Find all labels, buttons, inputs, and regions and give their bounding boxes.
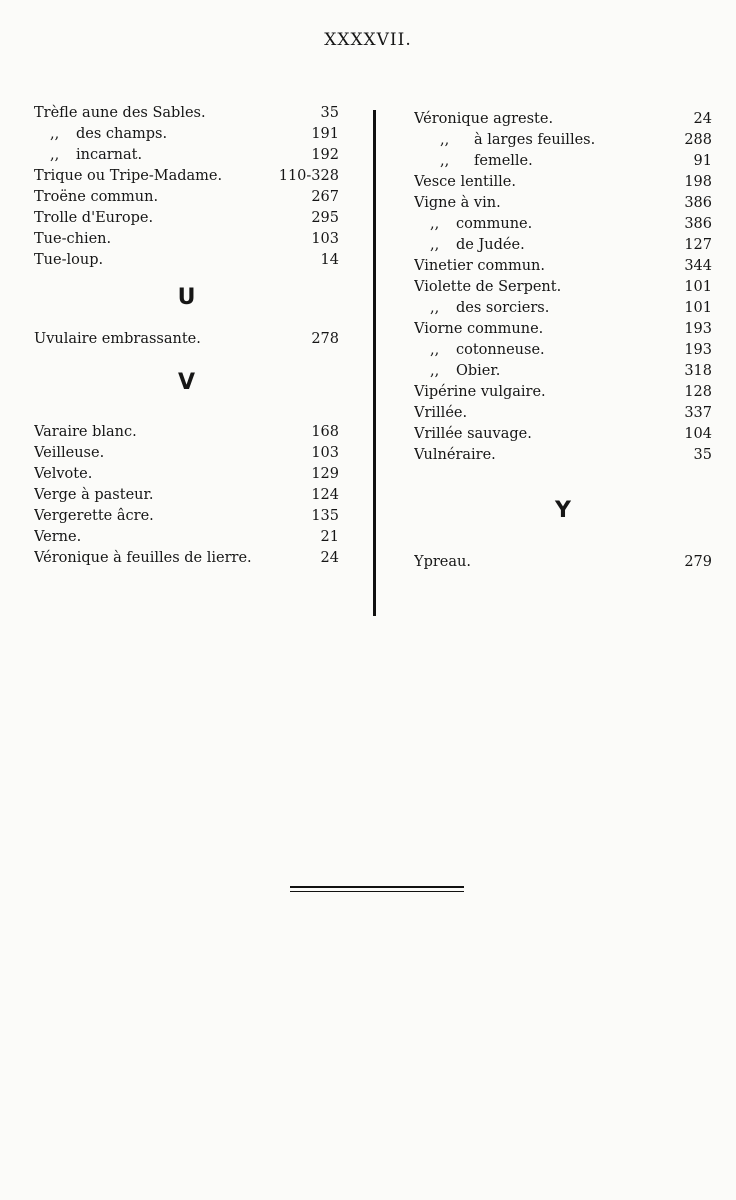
index-group-u: [34, 329, 339, 350]
entry-page-number: 129: [311, 466, 339, 482]
entry-page-number: 344: [684, 258, 712, 274]
index-entry: [34, 166, 339, 187]
entry-term: [34, 527, 81, 548]
index-entry: [34, 124, 339, 145]
index-entry: [414, 319, 712, 340]
entry-term-text: Vulnéraire.: [414, 447, 496, 463]
index-entry: [34, 145, 339, 166]
entry-term-text: Véronique agreste.: [414, 111, 554, 127]
entry-term-text: Verne.: [34, 529, 82, 545]
entry-term: [414, 277, 561, 298]
entry-page-number: 318: [684, 363, 712, 379]
ditto-mark: ,,: [50, 147, 60, 163]
entry-page-number: 288: [684, 132, 712, 148]
entry-term: [34, 166, 222, 187]
entry-page-number: 279: [684, 554, 712, 570]
index-entry: [414, 552, 712, 573]
entry-page-number: 35: [320, 105, 339, 121]
index-entry: [414, 277, 712, 298]
entry-term-text: commune.: [456, 216, 533, 232]
entry-term: [34, 124, 167, 145]
index-entry: [34, 103, 339, 124]
entry-term-text: Verge à pasteur.: [34, 487, 154, 503]
entry-term-text: Véronique à feuilles de lierre.: [34, 550, 252, 566]
entry-term-text: Vrillée sauvage.: [414, 426, 532, 442]
index-entry: [34, 422, 339, 443]
entry-term-text: Obier.: [456, 363, 501, 379]
entry-term: [34, 443, 104, 464]
index-entry: [414, 172, 712, 193]
page-number: XXXXVII.: [324, 30, 412, 50]
entry-term: [414, 130, 595, 151]
entry-term-text: Varaire blanc.: [34, 424, 137, 440]
index-entry: [34, 443, 339, 464]
entry-page-number: 386: [684, 216, 712, 232]
entry-term-text: Ypreau.: [414, 554, 471, 570]
entry-term-text: Trolle d'Europe.: [34, 210, 154, 226]
entry-term-text: incarnat.: [76, 147, 143, 163]
entry-term: [34, 485, 153, 506]
entry-term: [414, 256, 545, 277]
entry-term: [414, 109, 553, 130]
entry-term-text: Uvulaire embrassante.: [34, 331, 201, 347]
entry-page-number: 168: [311, 424, 339, 440]
entry-term-text: Vinetier commun.: [414, 258, 545, 274]
entry-term: [34, 548, 252, 569]
index-entry: [34, 187, 339, 208]
entry-term-text: cotonneuse.: [456, 342, 545, 358]
entry-term-text: Velvote.: [34, 466, 93, 482]
index-entry: [414, 445, 712, 466]
ditto-mark: ,,: [440, 132, 450, 148]
ditto-mark: ,,: [50, 126, 60, 142]
entry-term: [414, 151, 533, 172]
entry-term: [34, 187, 158, 208]
entry-page-number: 101: [684, 300, 712, 316]
index-entry: [414, 109, 712, 130]
entry-term-text: Trique ou Tripe-Madame.: [34, 168, 223, 184]
entry-term: [34, 422, 137, 443]
entry-page-number: 24: [693, 111, 712, 127]
index-group-y: [414, 552, 712, 573]
entry-term-text: femelle.: [474, 153, 533, 169]
entry-page-number: 193: [684, 321, 712, 337]
index-group-t: [34, 103, 339, 271]
entry-page-number: 101: [684, 279, 712, 295]
ditto-mark: ,,: [440, 153, 450, 169]
entry-page-number: 295: [311, 210, 339, 226]
entry-term: [414, 445, 496, 466]
index-entry: [34, 329, 339, 350]
ditto-mark: ,,: [430, 237, 440, 253]
entry-page-number: 192: [311, 147, 339, 163]
entry-term-text: Tue-chien.: [34, 231, 112, 247]
section-letter-u: U: [177, 285, 196, 310]
entry-term-text: Vesce lentille.: [414, 174, 516, 190]
entry-page-number: 104: [684, 426, 712, 442]
entry-term: [414, 235, 525, 256]
entry-page-number: 198: [684, 174, 712, 190]
entry-page-number: 193: [684, 342, 712, 358]
entry-term: [34, 208, 153, 229]
index-entry: [34, 527, 339, 548]
index-group-v-continued: [414, 109, 712, 466]
index-column-right: [414, 109, 712, 573]
entry-term: [34, 329, 201, 350]
entry-term: [414, 552, 471, 573]
entry-page-number: 103: [311, 445, 339, 461]
entry-term: [34, 229, 111, 250]
index-entry: [414, 361, 712, 382]
entry-page-number: 24: [320, 550, 339, 566]
ditto-mark: ,,: [430, 300, 440, 316]
index-entry: [34, 548, 339, 569]
entry-page-number: 127: [684, 237, 712, 253]
index-entry: [34, 464, 339, 485]
entry-term: [34, 250, 103, 271]
ditto-mark: ,,: [430, 342, 440, 358]
ditto-mark: ,,: [430, 216, 440, 232]
entry-term-text: des champs.: [76, 126, 168, 142]
index-entry: [34, 229, 339, 250]
entry-page-number: 128: [684, 384, 712, 400]
entry-page-number: 337: [684, 405, 712, 421]
entry-term: [34, 103, 206, 124]
entry-term: [34, 464, 92, 485]
index-entry: [414, 256, 712, 277]
entry-term: [414, 361, 500, 382]
entry-term: [414, 172, 516, 193]
column-divider: [373, 110, 376, 616]
entry-term: [414, 403, 467, 424]
entry-term-text: des sorciers.: [456, 300, 550, 316]
entry-page-number: 14: [320, 252, 339, 268]
entry-term-text: de Judée.: [456, 237, 525, 253]
entry-term-text: Viorne commune.: [414, 321, 544, 337]
entry-page-number: 267: [311, 189, 339, 205]
index-column-left: [34, 103, 339, 569]
index-entry: [414, 214, 712, 235]
entry-term-text: Vigne à vin.: [414, 195, 501, 211]
entry-page-number: 386: [684, 195, 712, 211]
entry-term-text: à larges feuilles.: [474, 132, 596, 148]
index-entry: [414, 193, 712, 214]
entry-term: [414, 424, 532, 445]
entry-term: [34, 145, 142, 166]
entry-term: [414, 340, 545, 361]
entry-term: [414, 382, 546, 403]
entry-term-text: Troëne commun.: [34, 189, 159, 205]
entry-page-number: 21: [320, 529, 339, 545]
entry-term: [414, 319, 543, 340]
section-letter-v: V: [177, 370, 196, 395]
entry-term: [414, 298, 549, 319]
entry-term-text: Vipérine vulgaire.: [414, 384, 546, 400]
index-entry: [34, 208, 339, 229]
entry-page-number: 135: [311, 508, 339, 524]
index-entry: [414, 130, 712, 151]
ditto-mark: ,,: [430, 363, 440, 379]
index-entry: [414, 235, 712, 256]
entry-term-text: Vrillée.: [414, 405, 468, 421]
entry-page-number: 191: [311, 126, 339, 142]
entry-page-number: 110-328: [278, 168, 339, 184]
entry-page-number: 35: [693, 447, 712, 463]
section-letter-y: Y: [555, 498, 571, 523]
entry-term: [34, 506, 154, 527]
end-rule: [290, 886, 464, 892]
entry-term: [414, 193, 501, 214]
entry-term: [414, 214, 532, 235]
entry-page-number: 124: [311, 487, 339, 503]
index-entry: [414, 382, 712, 403]
entry-term-text: Trèfle aune des Sables.: [34, 105, 206, 121]
index-entry: [34, 485, 339, 506]
index-entry: [414, 424, 712, 445]
index-entry: [34, 250, 339, 271]
entry-page-number: 91: [693, 153, 712, 169]
entry-term-text: Tue-loup.: [34, 252, 104, 268]
index-entry: [414, 403, 712, 424]
index-entry: [414, 151, 712, 172]
index-group-v: [34, 422, 339, 569]
index-entry: [414, 340, 712, 361]
index-entry: [34, 506, 339, 527]
index-entry: [414, 298, 712, 319]
entry-term-text: Violette de Serpent.: [414, 279, 562, 295]
entry-page-number: 278: [311, 331, 339, 347]
entry-page-number: 103: [311, 231, 339, 247]
entry-term-text: Veilleuse.: [34, 445, 105, 461]
entry-term-text: Vergerette âcre.: [34, 508, 154, 524]
